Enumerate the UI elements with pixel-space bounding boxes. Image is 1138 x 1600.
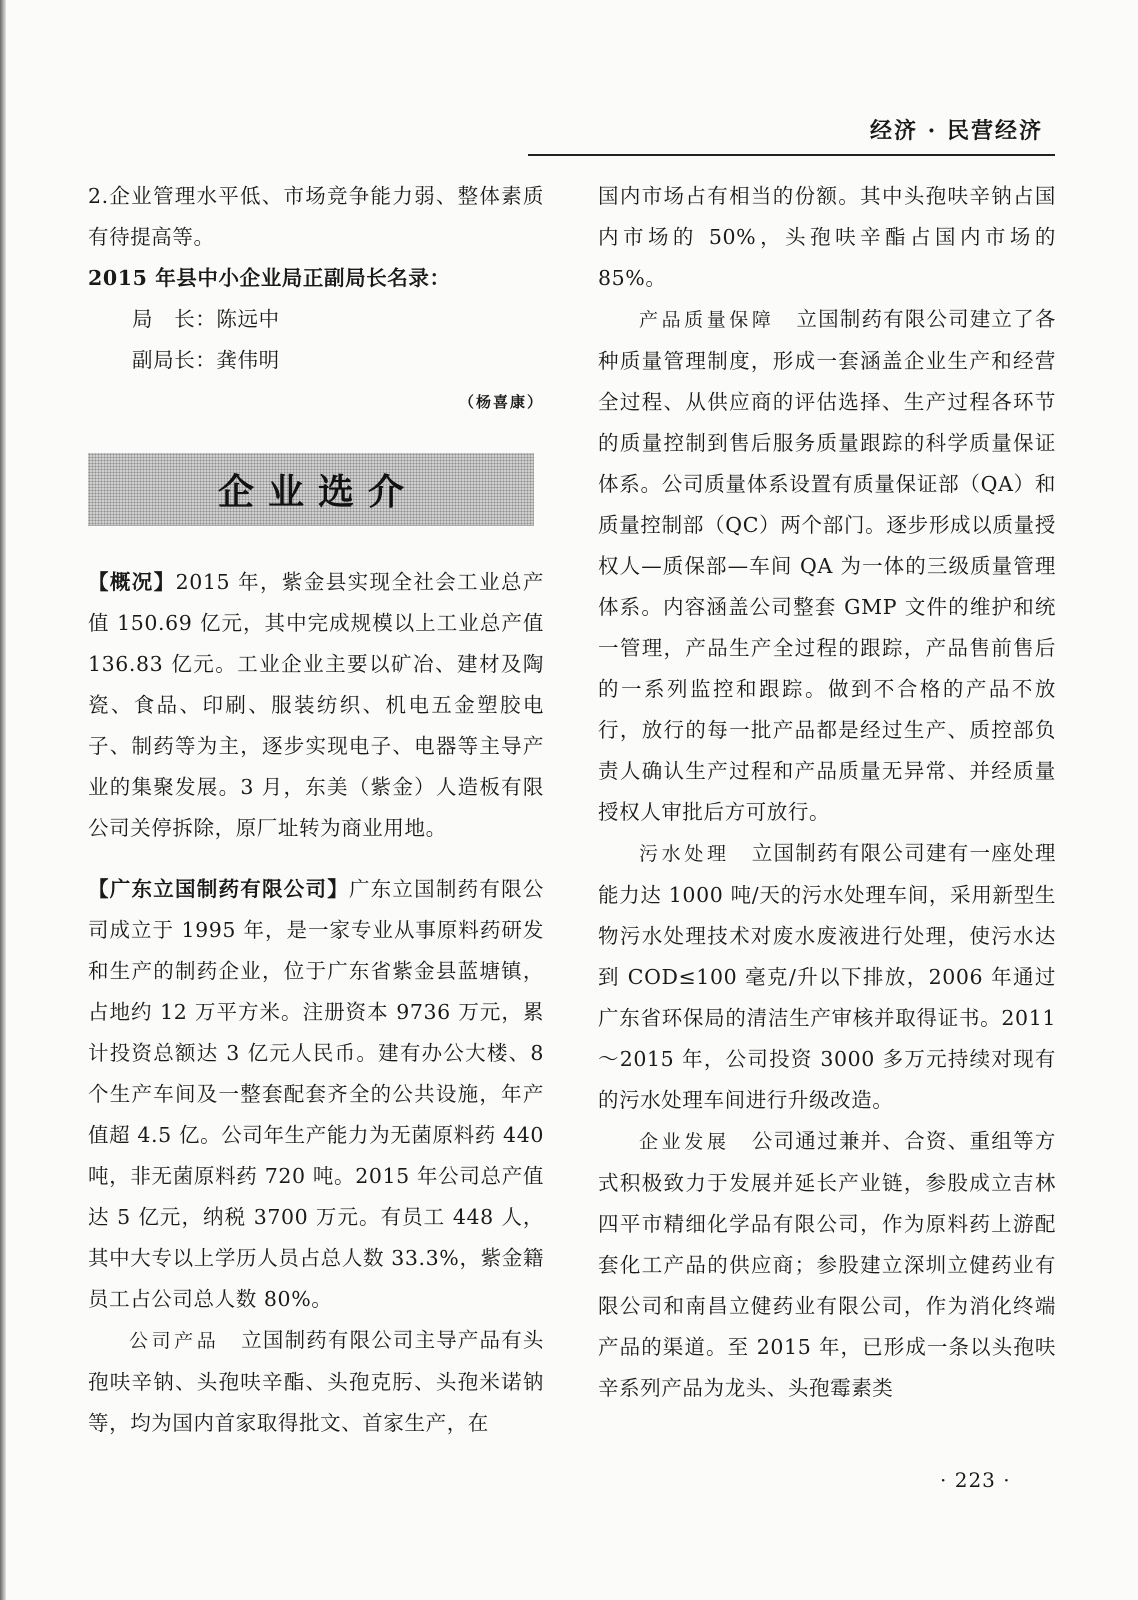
header-rule — [528, 154, 1055, 156]
quality-subheading: 产品质量保障 — [639, 309, 775, 331]
roster-title: 2015 年县中小企业局正副局长名录： — [88, 266, 451, 290]
sewage-subheading: 污水处理 — [639, 843, 730, 865]
overview-paragraph — [88, 562, 544, 849]
products-paragraph — [88, 1320, 544, 1444]
company-text: 广东立国制药有限公司成立于 1995 年，是一家专业从事原料药研发和生产的制药企业，位于广东省紫金县蓝塘镇，占地约 12 万平方米。注册资本 9736 万元，累计投资总额达 3 亿元人民币。建有办公大楼、8 个生产车间及一整套配套齐全的公共设施，年产值超 4.5 亿。公司年生产能力为无菌原料药 440 吨，非无菌原料药 720 吨。2015 年公司总产值达 5 亿元，纳税 3700 万元。有员工 448 人，其中大专以上学历人员占总人数 33.3%，紫金籍员工占公司总人数 80%。 — [88, 877, 544, 1311]
right-column — [598, 176, 1056, 1409]
products-text: 立国制药有限公司主导产品有头孢呋辛钠、头孢呋辛酯、头孢克肟、头孢米诺钠等，均为国内首家取得批文、首家生产，在 — [88, 1328, 544, 1435]
running-header: 经济 · 民营经济 — [870, 118, 1043, 144]
quality-text: 立国制药有限公司建立了各种质量管理制度，形成一套涵盖企业生产和经营全过程、从供应商的评估选择、生产过程各环节的质量控制到售后服务质量跟踪的科学质量保证体系。公司质量体系设置有质量保证部（QA）和质量控制部（QC）两个部门。逐步形成以质量授权人—质保部—车间 QA 为一体的三级质量管理体系。内容涵盖公司整套 GMP 文件的维护和统一管理，产品生产全过程的跟踪，产品售前售后的一系列监控和跟踪。做到不合格的产品不放行，放行的每一批产品都是经过生产、质控部负责人确认生产过程和产品质量无异常、并经质量授权人审批后方可放行。 — [598, 307, 1056, 824]
overview-tag: 【概况】 — [88, 570, 176, 594]
development-text: 公司通过兼并、合资、重组等方式积极致力于发展并延长产业链，参股成立吉林四平市精细化学品有限公司，作为原料药上游配套化工产品的供应商；参股建立深圳立健药业有限公司和南昌立健药业有限公司，作为消化终端产品的渠道。至 2015 年，已形成一条以头孢呋辛系列产品为龙头、头孢霉素类 — [598, 1129, 1056, 1400]
company-paragraph — [88, 869, 544, 1320]
development-paragraph — [598, 1121, 1056, 1409]
products-subheading: 公司产品 — [129, 1330, 220, 1352]
sewage-paragraph — [598, 833, 1056, 1121]
development-subheading: 企业发展 — [639, 1131, 730, 1153]
quality-paragraph — [598, 299, 1056, 833]
company-tag: 【广东立国制药有限公司】 — [88, 877, 349, 901]
roster-director: 局 长：陈远中 — [132, 307, 280, 331]
author-credit: （杨喜康） — [458, 393, 544, 411]
products-continued: 国内市场占有相当的份额。其中头孢呋辛钠占国内市场的 50%，头孢呋辛酯占国内市场的 85%。 — [598, 184, 1056, 290]
page-edge-shadow — [0, 0, 6, 1600]
sewage-text: 立国制药有限公司建有一座处理能力达 1000 吨/天的污水处理车间，采用新型生物污水处理技术对废水废液进行处理，使污水达到 COD≤100 毫克/升以下排放，2006 年通过广东省环保局的清洁生产审核并取得证书。2011～2015 年，公司投资 3000 多万元持续对现有的污水处理车间进行升级改造。 — [598, 841, 1056, 1112]
item-2-paragraph: 2.企业管理水平低、市场竞争能力弱、整体素质有待提高等。 — [88, 184, 544, 249]
overview-text: 2015 年，紫金县实现全社会工业总产值 150.69 亿元，其中完成规模以上工业总产值 136.83 亿元。工业企业主要以矿冶、建材及陶瓷、食品、印刷、服装纺织、机电五金塑胶电子、制药等为主，逐步实现电子、电器等主导产业的集聚发展。3 月，东美（紫金）人造板有限公司关停拆除，原厂址转为商业用地。 — [88, 570, 544, 840]
page-number: · 223 · — [940, 1468, 1011, 1492]
left-column — [88, 176, 544, 1444]
section-banner — [88, 453, 534, 526]
section-banner-title: 企业选介 — [217, 470, 418, 513]
roster-deputy: 副局长：龚伟明 — [132, 348, 280, 372]
